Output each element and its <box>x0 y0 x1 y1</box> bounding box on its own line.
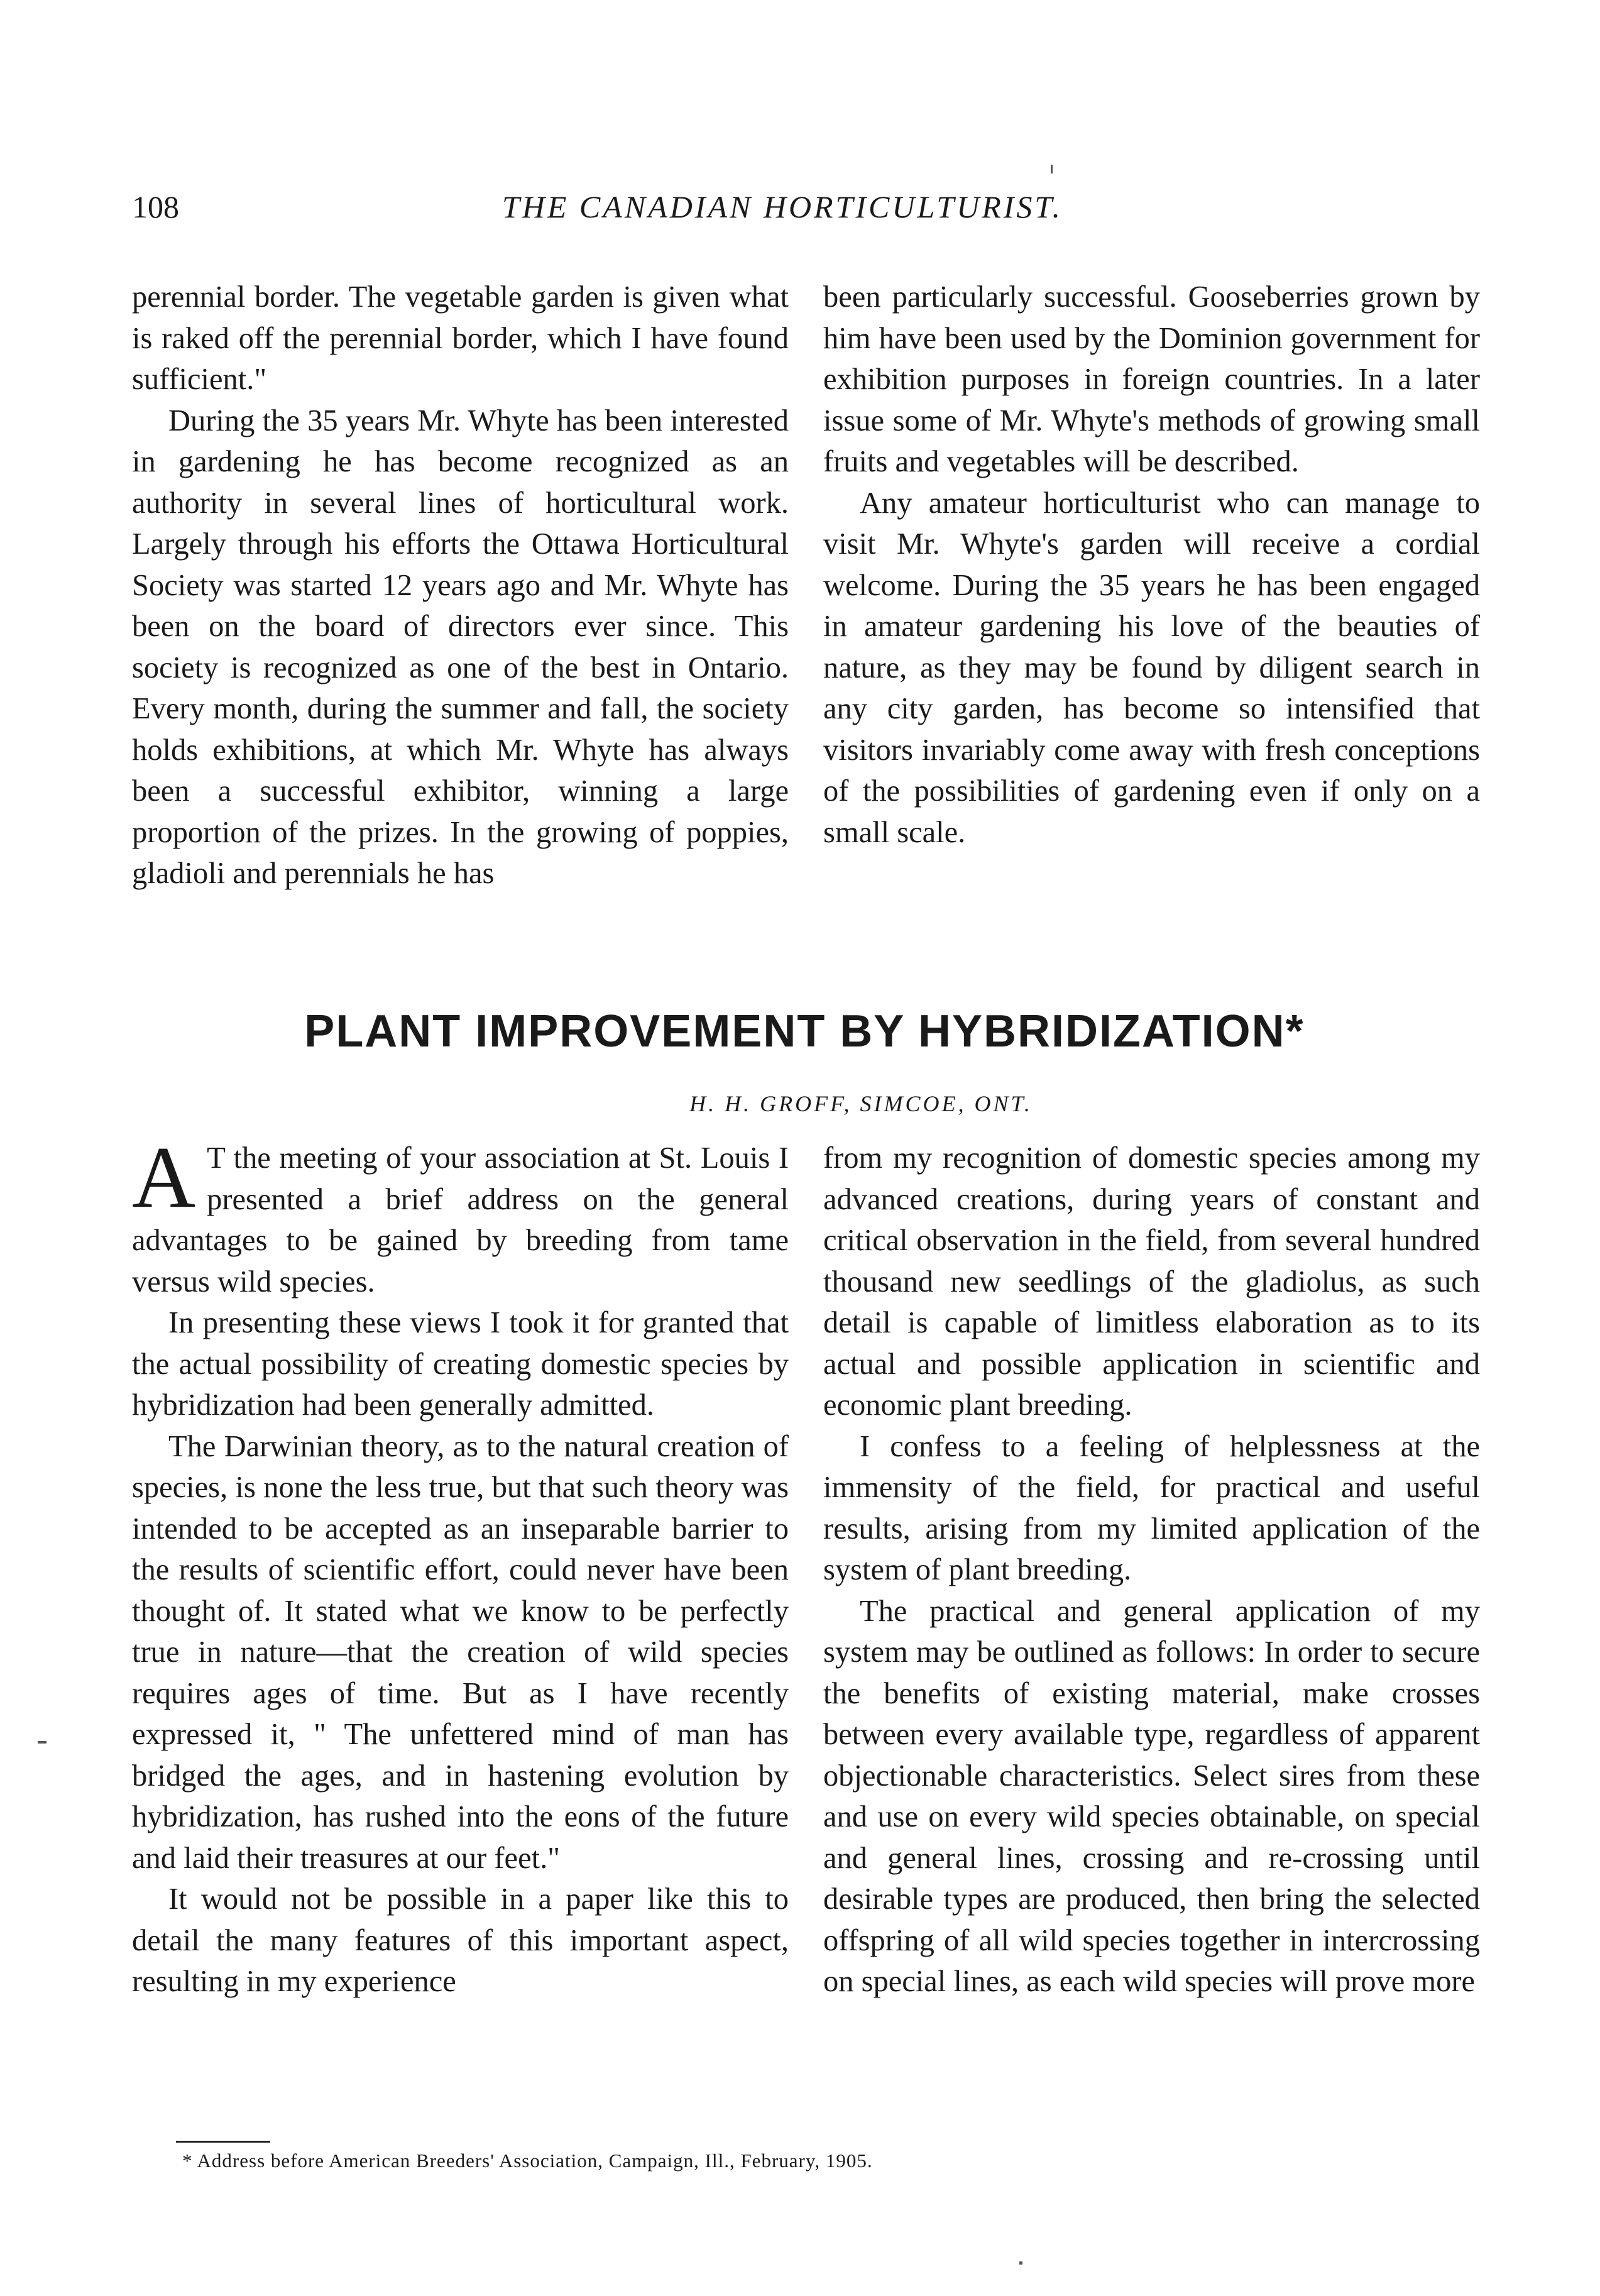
paragraph: been particularly successful. Gooseberries grown by him have been used by the Dominion government for exhibition purposes in foreign countries. In a later issue some of Mr. Whyte's methods of growing small fruits and vegetables will be described. <box>823 280 1480 478</box>
paragraph: It would not be possible in a paper like this to detail the many features of this important aspect, resulting in my experience <box>132 1882 789 1998</box>
scan-speck <box>1019 2261 1022 2265</box>
footnote-rule <box>176 2141 270 2143</box>
opening-paragraph <box>132 1129 789 1302</box>
paragraph: perennial border. The vegetable garden is given what is raked off the perennial border, which I have found sufficient." <box>132 280 789 396</box>
drop-cap: A <box>132 1129 196 1226</box>
paragraph: from my recognition of domestic species among my advanced creations, during years of constant and critical observation in the field, from several hundred thousand new seedlings of the gladiolus, as such detail is capable of limitless elaboration as to its actual and possible application in scientific and economic plant breeding. <box>823 1141 1480 1422</box>
paragraph: I confess to a feeling of helplessness at the immensity of the field, for practical and useful results, arising from my limited application of the system of plant breeding. <box>823 1429 1480 1586</box>
paragraph: During the 35 years Mr. Whyte has been interested in gardening he has become recognized as an authority in several lines of horticultural work. Largely through his efforts the Ottawa Horticultural Society was started 12 years ago and Mr. Whyte has been on the board of directors ever since. This society is recognized as one of the best in Ontario. Every month, during the summer and fall, the society holds exhibitions, at which Mr. Whyte has always been a successful exhibitor, winning a large proportion of the prizes. In the growing of poppies, gladioli and perennials he has <box>132 404 789 890</box>
top-right-column <box>823 277 1480 853</box>
paragraph: The Darwinian theory, as to the natural creation of species, is none the less true, but that such theory was intended to be accepted as an inseparable barrier to the results of scientific effort, could never have been thought of. It stated what we know to be perfectly true in nature—that the creation of wild species requires ages of time. But as I have recently expressed it, " The unfettered mind of man has bridged the ages, and in hastening evolution by hybridization, has rushed into the eons of the future and laid their treasures at our feet." <box>132 1429 789 1875</box>
article-right-column <box>823 1138 1480 2002</box>
article-byline: H. H. GROFF, SIMCOE, ONT. <box>689 1091 1033 1116</box>
paragraph: The practical and general application of my system may be outlined as follows: In order to secure the benefits of existing material, make crosses between every available type, regardless of apparent objectionable characteristics. Select sires from these and use on every wild species obtainable, on special and general lines, crossing and re-crossing until desirable types are produced, then bring the selected offspring of all wild species together in intercrossing on special lines, as each wild species will prove more <box>823 1594 1480 1998</box>
paragraph: In presenting these views I took it for granted that the actual possibility of creating domestic species by hybridization had been generally admitted. <box>132 1306 789 1422</box>
paragraph: Any amateur horticulturist who can manage to visit Mr. Whyte's garden will receive a cordial welcome. During the 35 years he has been engaged in amateur gardening his love of the beauties of nature, as they may be found by diligent search in any city garden, has become so intensified that visitors invariably come away with fresh conceptions of the possibilities of gardening even if only on a small scale. <box>823 486 1480 849</box>
page-number: 108 <box>132 189 179 224</box>
article-title: PLANT IMPROVEMENT BY HYBRIDIZATION* <box>304 1006 1305 1057</box>
journal-title: THE CANADIAN HORTICULTURIST. <box>501 189 1063 224</box>
top-left-column <box>132 277 789 894</box>
scan-speck <box>38 1741 47 1744</box>
opening-text: T the meeting of your association at St. Louis I presented a brief address on the general advantages to be gained by breeding from tame versus wild species. <box>132 1141 789 1299</box>
scan-speck <box>1051 165 1053 173</box>
running-head <box>132 189 1433 233</box>
article-left-column <box>132 1129 789 2002</box>
footnote: * Address before American Breeders' Association, Campaign, Ill., February, 1905. <box>182 2150 873 2172</box>
